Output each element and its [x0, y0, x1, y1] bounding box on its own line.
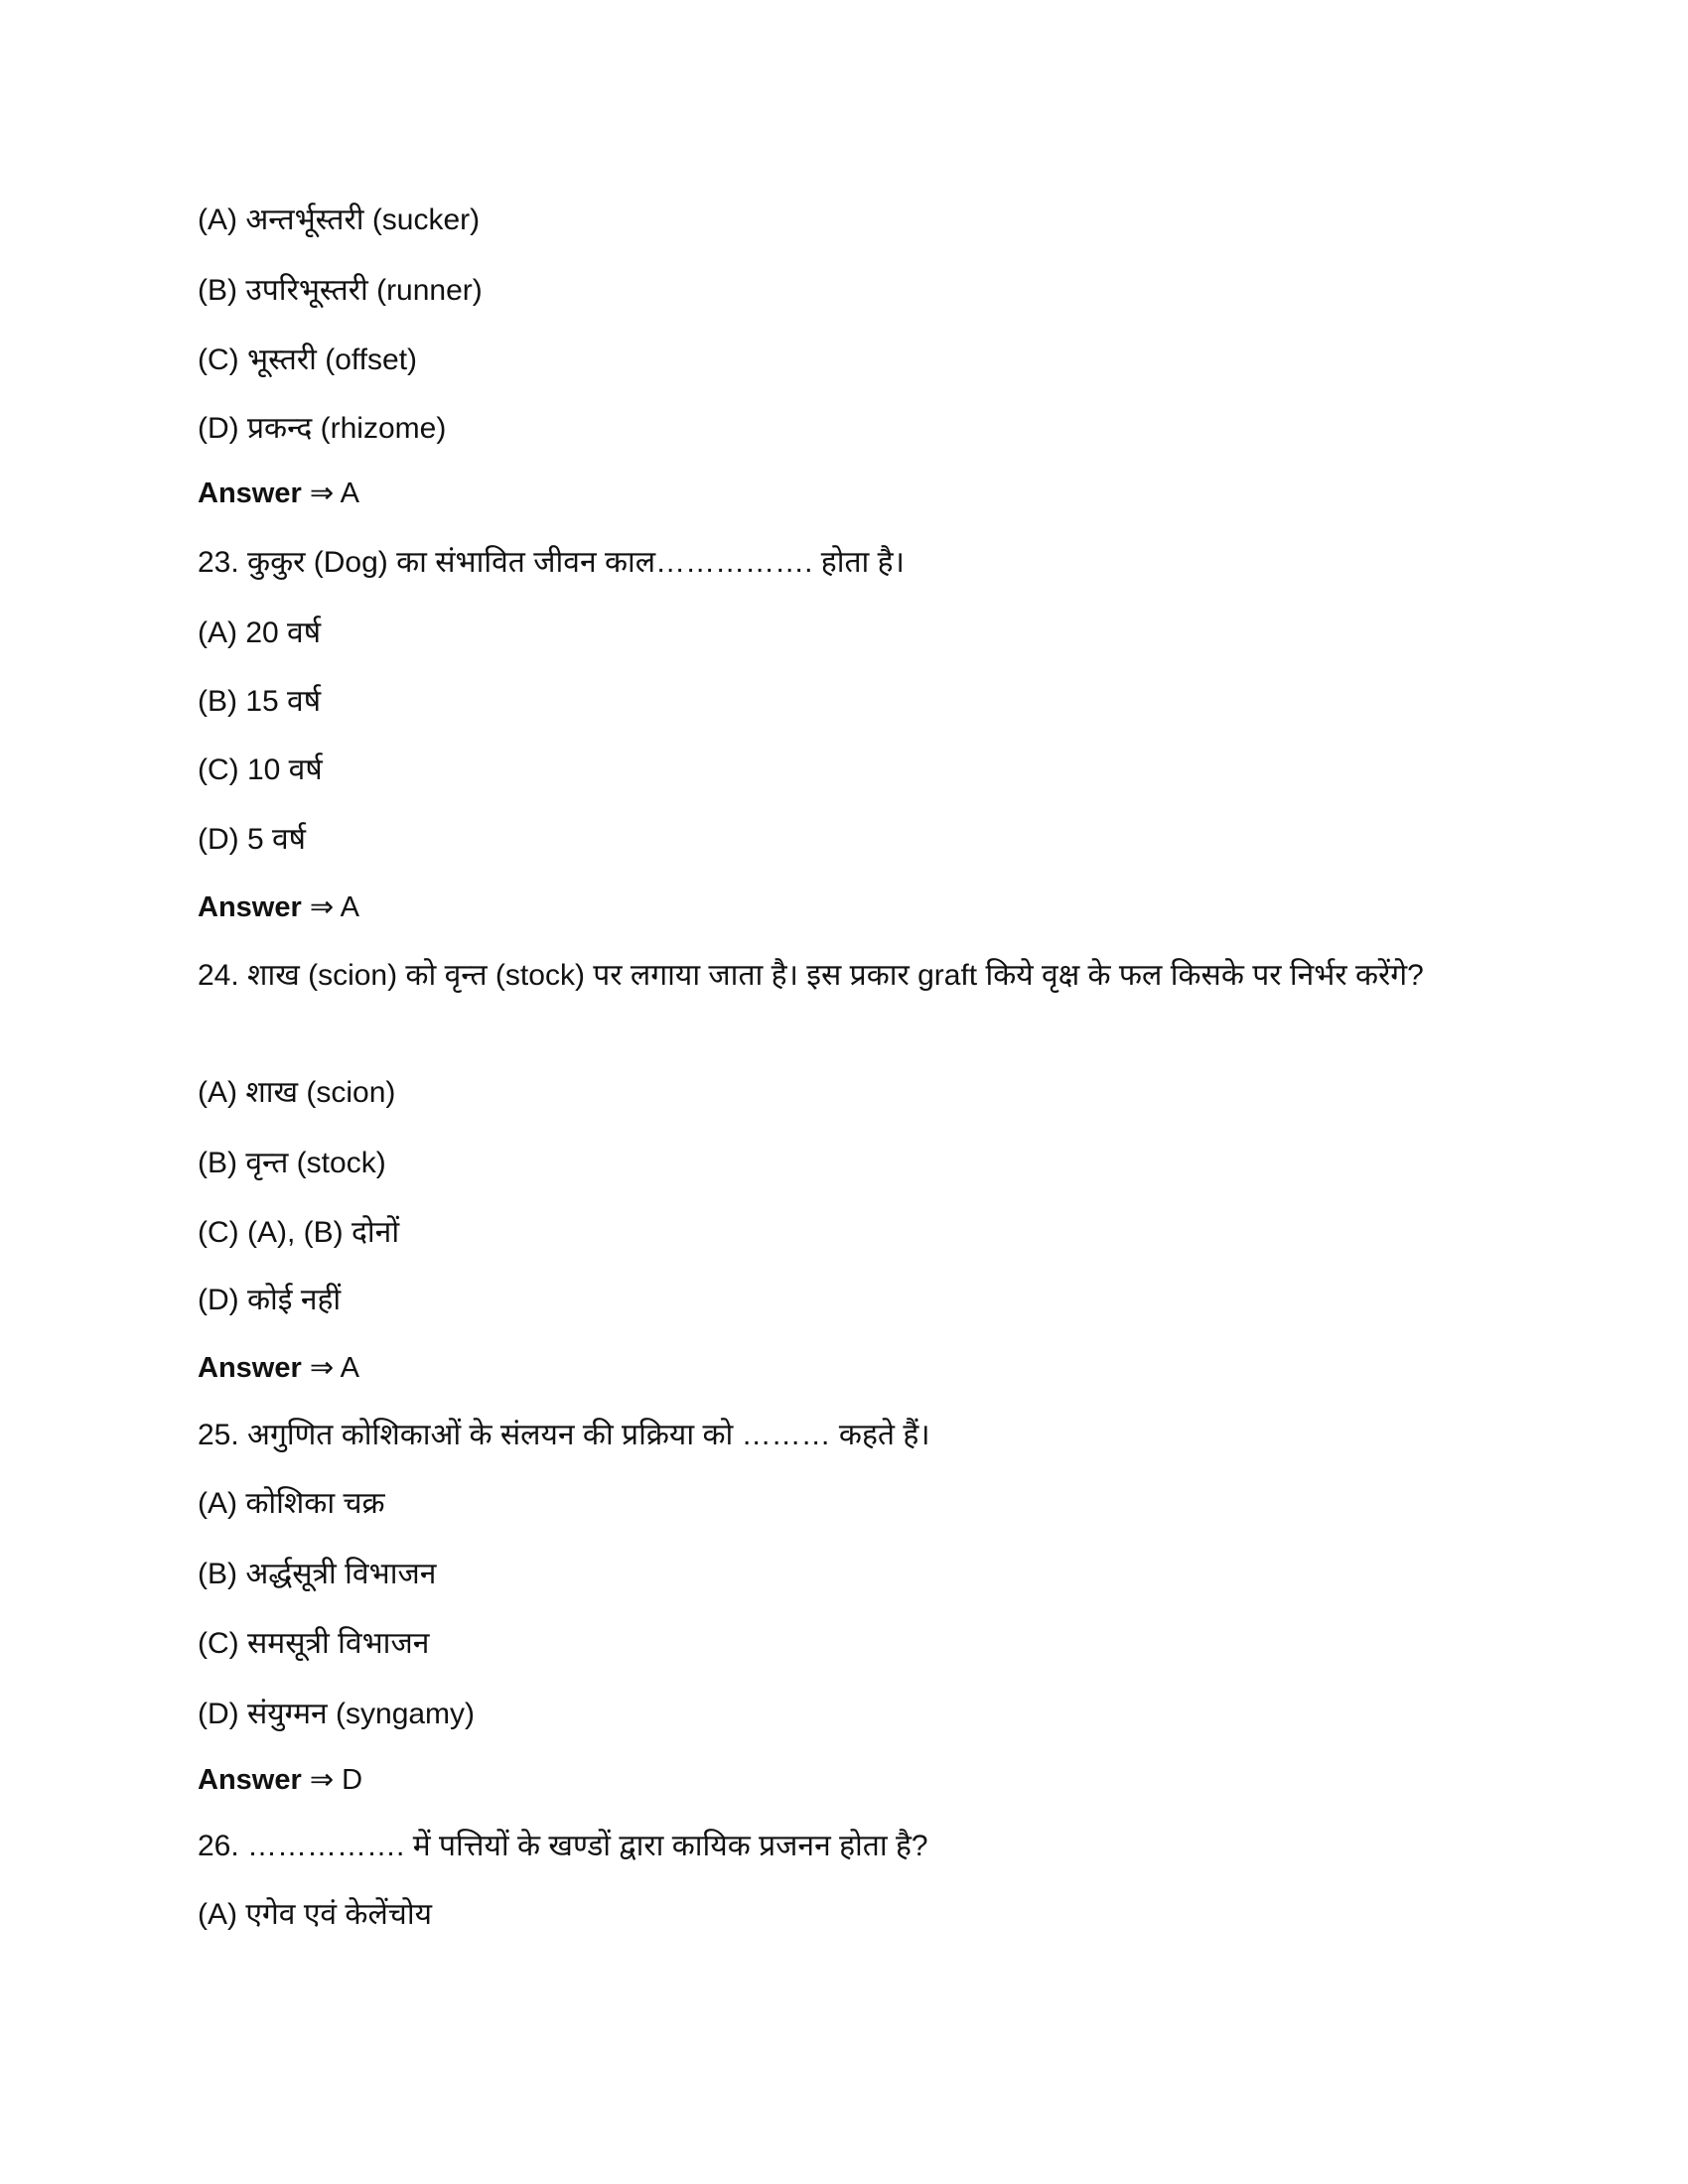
option-a: (A) अन्तर्भूस्तरी (sucker)	[198, 204, 481, 236]
option-d: (D) संयुग्मन (syngamy)	[198, 1698, 476, 1730]
option-a: (A) एगेव एवं केलेंचोय	[198, 1898, 433, 1931]
answer-line	[198, 1348, 359, 1388]
answer-line	[198, 1760, 362, 1800]
option-a: (A) शाख (scion)	[198, 1076, 396, 1109]
question-text: 25. अगुणित कोशिकाओं के संलयन की प्रक्रिया को ……… कहते हैं।	[198, 1419, 930, 1451]
option-b: (B) 15 वर्ष	[198, 685, 322, 718]
answer-label: Answer	[198, 1352, 302, 1384]
answer-value: ⇒ A	[309, 891, 359, 923]
option-d: (D) कोई नहीं	[198, 1284, 342, 1316]
answer-label: Answer	[198, 1764, 302, 1796]
option-c: (C) भूस्तरी (offset)	[198, 343, 418, 376]
option-b: (B) अर्द्धसूत्री विभाजन	[198, 1558, 437, 1590]
option-d: (D) प्रकन्द (rhizome)	[198, 412, 447, 445]
answer-line	[198, 474, 359, 513]
question-text: 24. शाख (scion) को वृन्त (stock) पर लगाया जाता है। इस प्रकार graft किये वृक्ष के फल किसके पर निर्भर करेंगे?	[198, 959, 1424, 992]
answer-value: ⇒ A	[309, 478, 359, 509]
answer-label: Answer	[198, 891, 302, 923]
option-c: (C) 10 वर्ष	[198, 753, 323, 786]
option-d: (D) 5 वर्ष	[198, 823, 307, 856]
question-text: 23. कुकुर (Dog) का संभावित जीवन काल……………. होता है।	[198, 546, 905, 579]
answer-label: Answer	[198, 478, 302, 509]
option-a: (A) कोशिका चक्र	[198, 1487, 385, 1520]
option-b: (B) वृन्त (stock)	[198, 1147, 386, 1179]
answer-value: ⇒ A	[309, 1352, 359, 1384]
answer-value: ⇒ D	[309, 1764, 363, 1796]
option-c: (C) (A), (B) दोनों	[198, 1216, 400, 1249]
option-a: (A) 20 वर्ष	[198, 616, 322, 649]
option-b: (B) उपरिभूस्तरी (runner)	[198, 274, 483, 307]
answer-line	[198, 887, 359, 927]
option-c: (C) समसूत्री विभाजन	[198, 1627, 430, 1660]
question-text: 26. ……………. में पत्तियों के खण्डों द्वारा कायिक प्रजनन होता है?	[198, 1830, 928, 1862]
